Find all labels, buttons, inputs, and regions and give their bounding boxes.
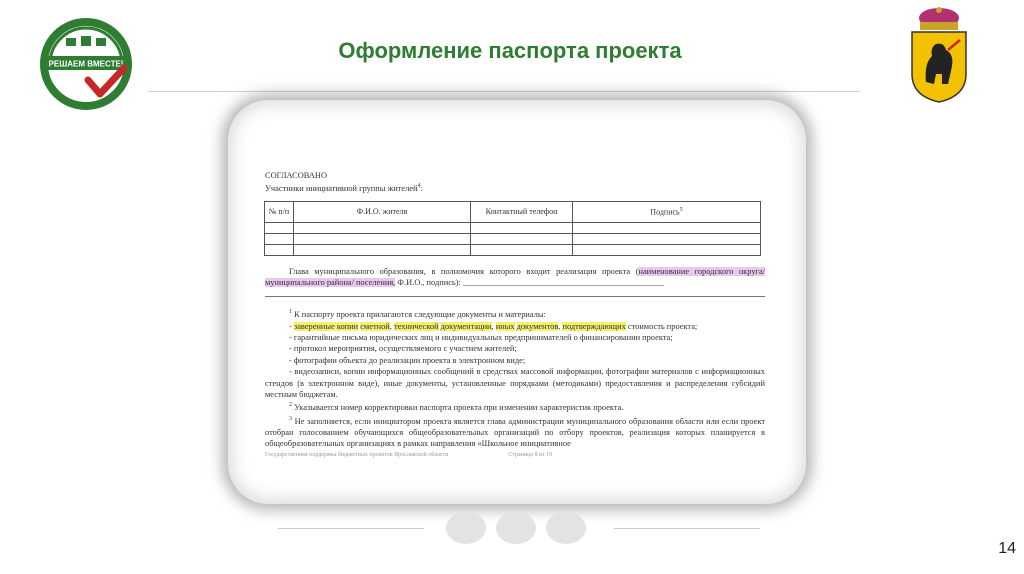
document-body	[265, 170, 765, 461]
page-title: Оформление паспорта проекта	[338, 38, 682, 63]
table-header-signature: Подпись$^5$	[573, 201, 761, 222]
document-footer: Государственная поддержка бюджетных проектов Ярославской области Страница 8 из 19	[265, 451, 553, 458]
footnote-1-item-5: - видеозаписи, копии информационных сообщений в средствах массовой информации, фотографии материалов с информационных стендов (в электронном виде), иные документы, установленные порядками (методиками) предоставления и распределения субсидий местным бюджетам.	[265, 367, 765, 400]
footnote-1-title: $^1$ К паспорту проекта прилагаются следующие документы и материалы:	[289, 309, 546, 320]
pager-line-right	[614, 528, 760, 529]
table-header-phone: Контактный телефон	[471, 201, 573, 222]
pager-dot[interactable]	[546, 512, 586, 544]
footnote-1-item-3: - протокол мероприятия, осуществляемого с участием жителей;	[289, 344, 517, 354]
coat-of-arms-icon	[904, 4, 974, 104]
footnote-3: $^3$ Не заполняется, если инициатором проекта является глава администрации муниципального образования области или если проект отобран голосованием обучающихся общеобразовательных организаций по отбору проектов, реализация которых планируется в общеобразовательных организациях в рамках направления «Школьное инициативное	[265, 415, 765, 449]
agreed-label: СОГЛАСОВАНО	[265, 171, 327, 180]
group-line: Участники инициативной группы жителей$^4$:	[265, 183, 423, 194]
footnote-divider	[265, 296, 765, 297]
page-number: 14	[998, 540, 1016, 557]
title-divider	[148, 91, 860, 92]
pager-dot[interactable]	[446, 512, 486, 544]
footnote-2: $^2$ Указывается номер корректировки паспорта проекта при изменении характеристик проекта.	[289, 402, 624, 413]
footnote-1-item-4: - фотографии объекта до реализации проекта в электронном виде;	[289, 355, 526, 365]
table-row	[265, 244, 761, 255]
table-row	[265, 222, 761, 233]
reshaem-vmeste-logo-icon	[40, 18, 132, 110]
logo-text: РЕШАЕМ ВМЕСТЕ!	[48, 59, 124, 69]
pager-dot[interactable]	[496, 512, 536, 544]
document-scan	[228, 100, 806, 504]
table-row	[265, 233, 761, 244]
head-of-municipality-line: Глава муниципального образования, в полномочия которого входит реализация проекта (наименование городского округа/ муниципального района/ поселения, Ф.И.О., подпись): ________________________________________________	[265, 266, 765, 288]
table-header-name: Ф.И.О. жителя	[294, 201, 471, 222]
footnote-1-item-1: - заверенные копии сметной, технической документации, иных документов, подтверждающих стоимость проекта;	[289, 321, 698, 331]
footnote-1-item-2: - гарантийные письма юридических лиц и индивидуальных предпринимателей о финансировании проекта;	[289, 333, 673, 343]
pager-line-left	[278, 528, 424, 529]
table-header-number: № п/п	[265, 201, 294, 222]
signature-table	[264, 201, 761, 256]
